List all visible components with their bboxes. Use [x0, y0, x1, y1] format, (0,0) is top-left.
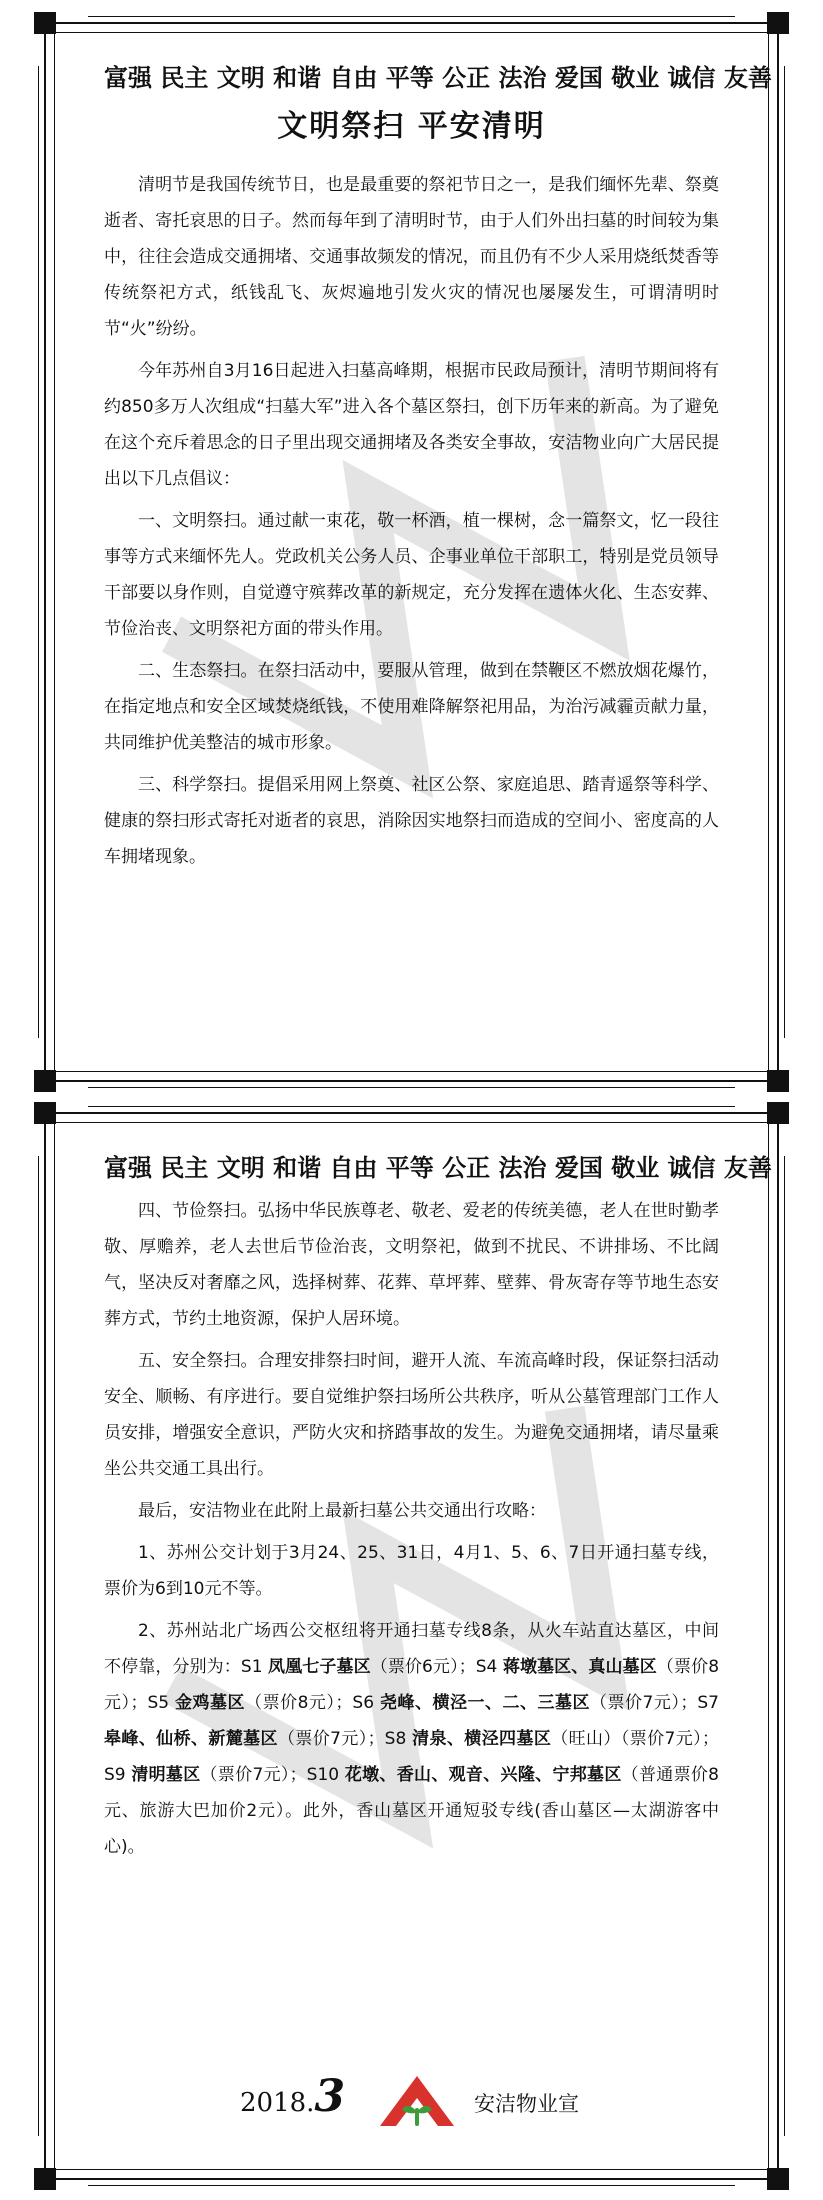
frame-line-bottom — [88, 2185, 735, 2186]
panel-1-content — [104, 58, 772, 881]
paragraph: 一、文明祭扫。通过献一束花，敬一杯酒，植一棵树，念一篇祭文，忆一段往事等方式来缅怀先人。党政机关公务人员、企事业单位干部职工，特别是党员领导干部要以身作则，自觉遵守殡葬改革的新规定，充分发挥在遗体火化、生态安葬、节俭治丧、文明祭祀方面的带头作用。 — [104, 511, 719, 639]
frame-line-left — [38, 1156, 39, 2136]
cemetery-name: 金鸡墓区 — [175, 1693, 246, 1713]
cemetery-name: 凤凰七子墓区 — [268, 1657, 371, 1677]
paragraph: 二、生态祭扫。在祭扫活动中，要服从管理，做到在禁鞭区不燃放烟花爆竹，在指定地点和安全区域焚烧纸钱，不使用难降解祭祀用品，为治污减霾贡献力量，共同维护优美整洁的城市形象。 — [104, 661, 719, 753]
frame-line-left — [38, 66, 39, 1038]
date-year: 2018. — [240, 2088, 315, 2118]
poster-panel-2 — [44, 1112, 779, 2180]
route-text: （票价8元）；S5 — [104, 1657, 720, 1713]
route-text: （票价8元）；S6 — [245, 1693, 380, 1713]
paragraph: 清明节是我国传统节日，也是最重要的祭祀节日之一，是我们缅怀先辈、祭奠逝者、寄托哀思的日子。然而每年到了清明时节，由于人们外出扫墓的时间较为集中，往往会造成交通拥堵、交通事故频发的情况，而且仍有不少人采用烧纸焚香等传统祭祀方式，纸钱乱飞、灰烬遍地引发火灾的情况也屡屡发生，可谓清明时节“火”纷纷。 — [104, 175, 719, 339]
core-values-slogan: 富强 民主 文明 和谐 自由 平等 公正 法治 爱国 敬业 诚信 友善 — [104, 1154, 772, 1182]
route-text: （票价7元）；S7 — [590, 1693, 719, 1713]
paragraph: 四、节俭祭扫。弘扬中华民族尊老、敬老、爱老的传统美德，老人在世时勤孝敬、厚赡养，老人去世后节俭治丧，文明祭祀，做到不扰民、不讲排场、不比阔气，坚决反对奢靡之风，选择树葬、花葬、草坪葬、壁葬、骨灰寄存等节地生态安葬方式，节约土地资源，保护人居环境。 — [104, 1201, 719, 1329]
date-month: 3 — [314, 2071, 346, 2122]
core-values-slogan: 富强 民主 文明 和谐 自由 平等 公正 法治 爱国 敬业 诚信 友善 — [104, 64, 772, 92]
cemetery-name: 蒋墩墓区、真山墓区 — [502, 1657, 657, 1677]
poster-panel-1 — [44, 22, 779, 1082]
cemetery-name: 清泉、横泾四墓区 — [412, 1729, 552, 1749]
frame-line-bottom — [88, 1087, 735, 1088]
panel-2-content — [104, 1148, 772, 1871]
signature-date — [240, 2071, 345, 2122]
route-text: （普通票价8元、旅游大巴加价2元）。此外，香山墓区开通短驳专线(香山墓区—太湖游客中心)。 — [104, 1765, 720, 1857]
route-text: （票价6元）；S4 — [370, 1657, 503, 1677]
corner-square — [34, 12, 56, 34]
corner-square — [767, 2168, 789, 2190]
bus-route-paragraph — [104, 1613, 719, 1865]
page-title: 文明祭扫 平安清明 — [277, 109, 546, 144]
route-text: （票价7元）；S8 — [277, 1729, 413, 1749]
route-text: 2、苏州站北广场西公交枢纽将开通扫墓专线8条，从火车站直达墓区，中间不停靠，分别为：S1 — [104, 1621, 719, 1677]
frame-line-top — [88, 16, 735, 17]
route-text: （票价7元）；S10 — [200, 1765, 345, 1785]
corner-square — [767, 1070, 789, 1092]
frame-line-right — [784, 1156, 785, 2136]
corner-square — [34, 2168, 56, 2190]
corner-square — [767, 1102, 789, 1124]
cemetery-name: 皋峰、仙桥、新麓墓区 — [104, 1729, 278, 1749]
paragraph: 五、安全祭扫。合理安排祭扫时间，避开人流、车流高峰时段，保证祭扫活动安全、顺畅、有序进行。要自觉维护祭扫场所公共秩序，听从公墓管理部门工作人员安排，增强安全意识，严防火灾和挤踏事故的发生。为避免交通拥堵，请尽量乘坐公共交通工具出行。 — [104, 1351, 719, 1479]
cemetery-name: 尧峰、横泾一、二、三墓区 — [379, 1693, 591, 1713]
company-logo-icon — [376, 2072, 458, 2128]
corner-square — [767, 12, 789, 34]
paragraph: 三、科学祭扫。提倡采用网上祭奠、社区公祭、家庭追思、踏青遥祭等科学、健康的祭扫形式寄托对逝者的哀思，消除因实地祭扫而造成的空间小、密度高的人车拥堵现象。 — [104, 775, 719, 867]
corner-square — [34, 1102, 56, 1124]
corner-square — [34, 1070, 56, 1092]
paragraph: 1、苏州公交计划于3月24、25、31日，4月1、5、6、7日开通扫墓专线，票价为6到10元不等。 — [104, 1543, 719, 1599]
frame-line-right — [784, 66, 785, 1038]
frame-line-top — [88, 1106, 735, 1107]
signature-org: 安洁物业宣 — [474, 2092, 579, 2116]
route-text: （旺山）（票价7元）；S9 — [104, 1729, 720, 1785]
paragraph: 今年苏州自3月16日起进入扫墓高峰期，根据市民政局预计，清明节期间将有约850多万人次组成“扫墓大军”进入各个墓区祭扫，创下历年来的新高。为了避免在这个充斥着思念的日子里出现交通拥堵及各类安全事故，安洁物业向广大居民提出以下几点倡议： — [104, 361, 719, 489]
signature-row — [44, 2064, 779, 2128]
paragraph: 最后，安洁物业在此附上最新扫墓公共交通出行攻略： — [138, 1501, 546, 1521]
cemetery-name: 花墩、香山、观音、兴隆、宁邦墓区 — [344, 1765, 622, 1785]
cemetery-name: 清明墓区 — [131, 1765, 201, 1785]
